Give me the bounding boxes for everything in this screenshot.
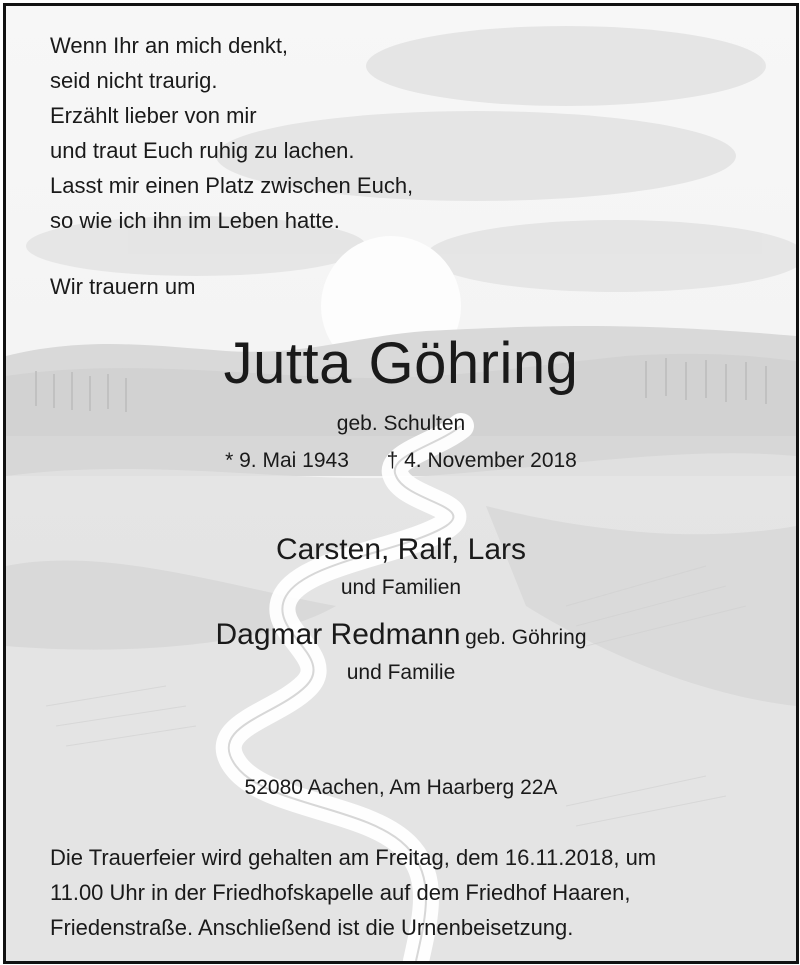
birth-name: geb. Schulten	[336, 412, 466, 435]
poem-line: Lasst mir einen Platz zwischen Euch,	[50, 173, 414, 198]
death-date: 4. November 2018	[404, 449, 577, 472]
mourners-group-2	[6, 618, 796, 652]
poem-line: so wie ich ihn im Leben hatte.	[50, 208, 340, 233]
mourner-birth-name: geb. Göhring	[465, 626, 587, 649]
obituary-notice	[3, 3, 799, 964]
funeral-line: Friedenstraße. Anschließend ist die Urnenbeisetzung.	[50, 915, 574, 940]
funeral-line: 11.00 Uhr in der Friedhofskapelle auf dem Friedhof Haaren,	[50, 880, 631, 905]
cross-icon: †	[386, 449, 399, 472]
mourners-group-2-suffix: und Familie	[346, 661, 456, 684]
life-dates	[6, 449, 796, 473]
poem-line: Wenn Ihr an mich denkt,	[50, 33, 289, 58]
birth-date: * 9. Mai 1943	[225, 449, 349, 472]
deceased-name: Jutta Göhring	[223, 331, 579, 396]
poem-line: seid nicht traurig.	[50, 68, 218, 93]
funeral-details	[50, 840, 656, 945]
mourners-group-1-suffix: und Familien	[340, 576, 462, 599]
intro-text: Wir trauern um	[50, 274, 196, 299]
poem	[50, 28, 413, 238]
address: 52080 Aachen, Am Haarberg 22A	[244, 776, 558, 799]
poem-line: und traut Euch ruhig zu lachen.	[50, 138, 355, 163]
poem-line: Erzählt lieber von mir	[50, 103, 257, 128]
funeral-line: Die Trauerfeier wird gehalten am Freitag, dem 16.11.2018, um	[50, 845, 657, 870]
mourner-name: Dagmar Redmann	[215, 618, 461, 651]
mourners-group-1: Carsten, Ralf, Lars	[275, 533, 527, 566]
